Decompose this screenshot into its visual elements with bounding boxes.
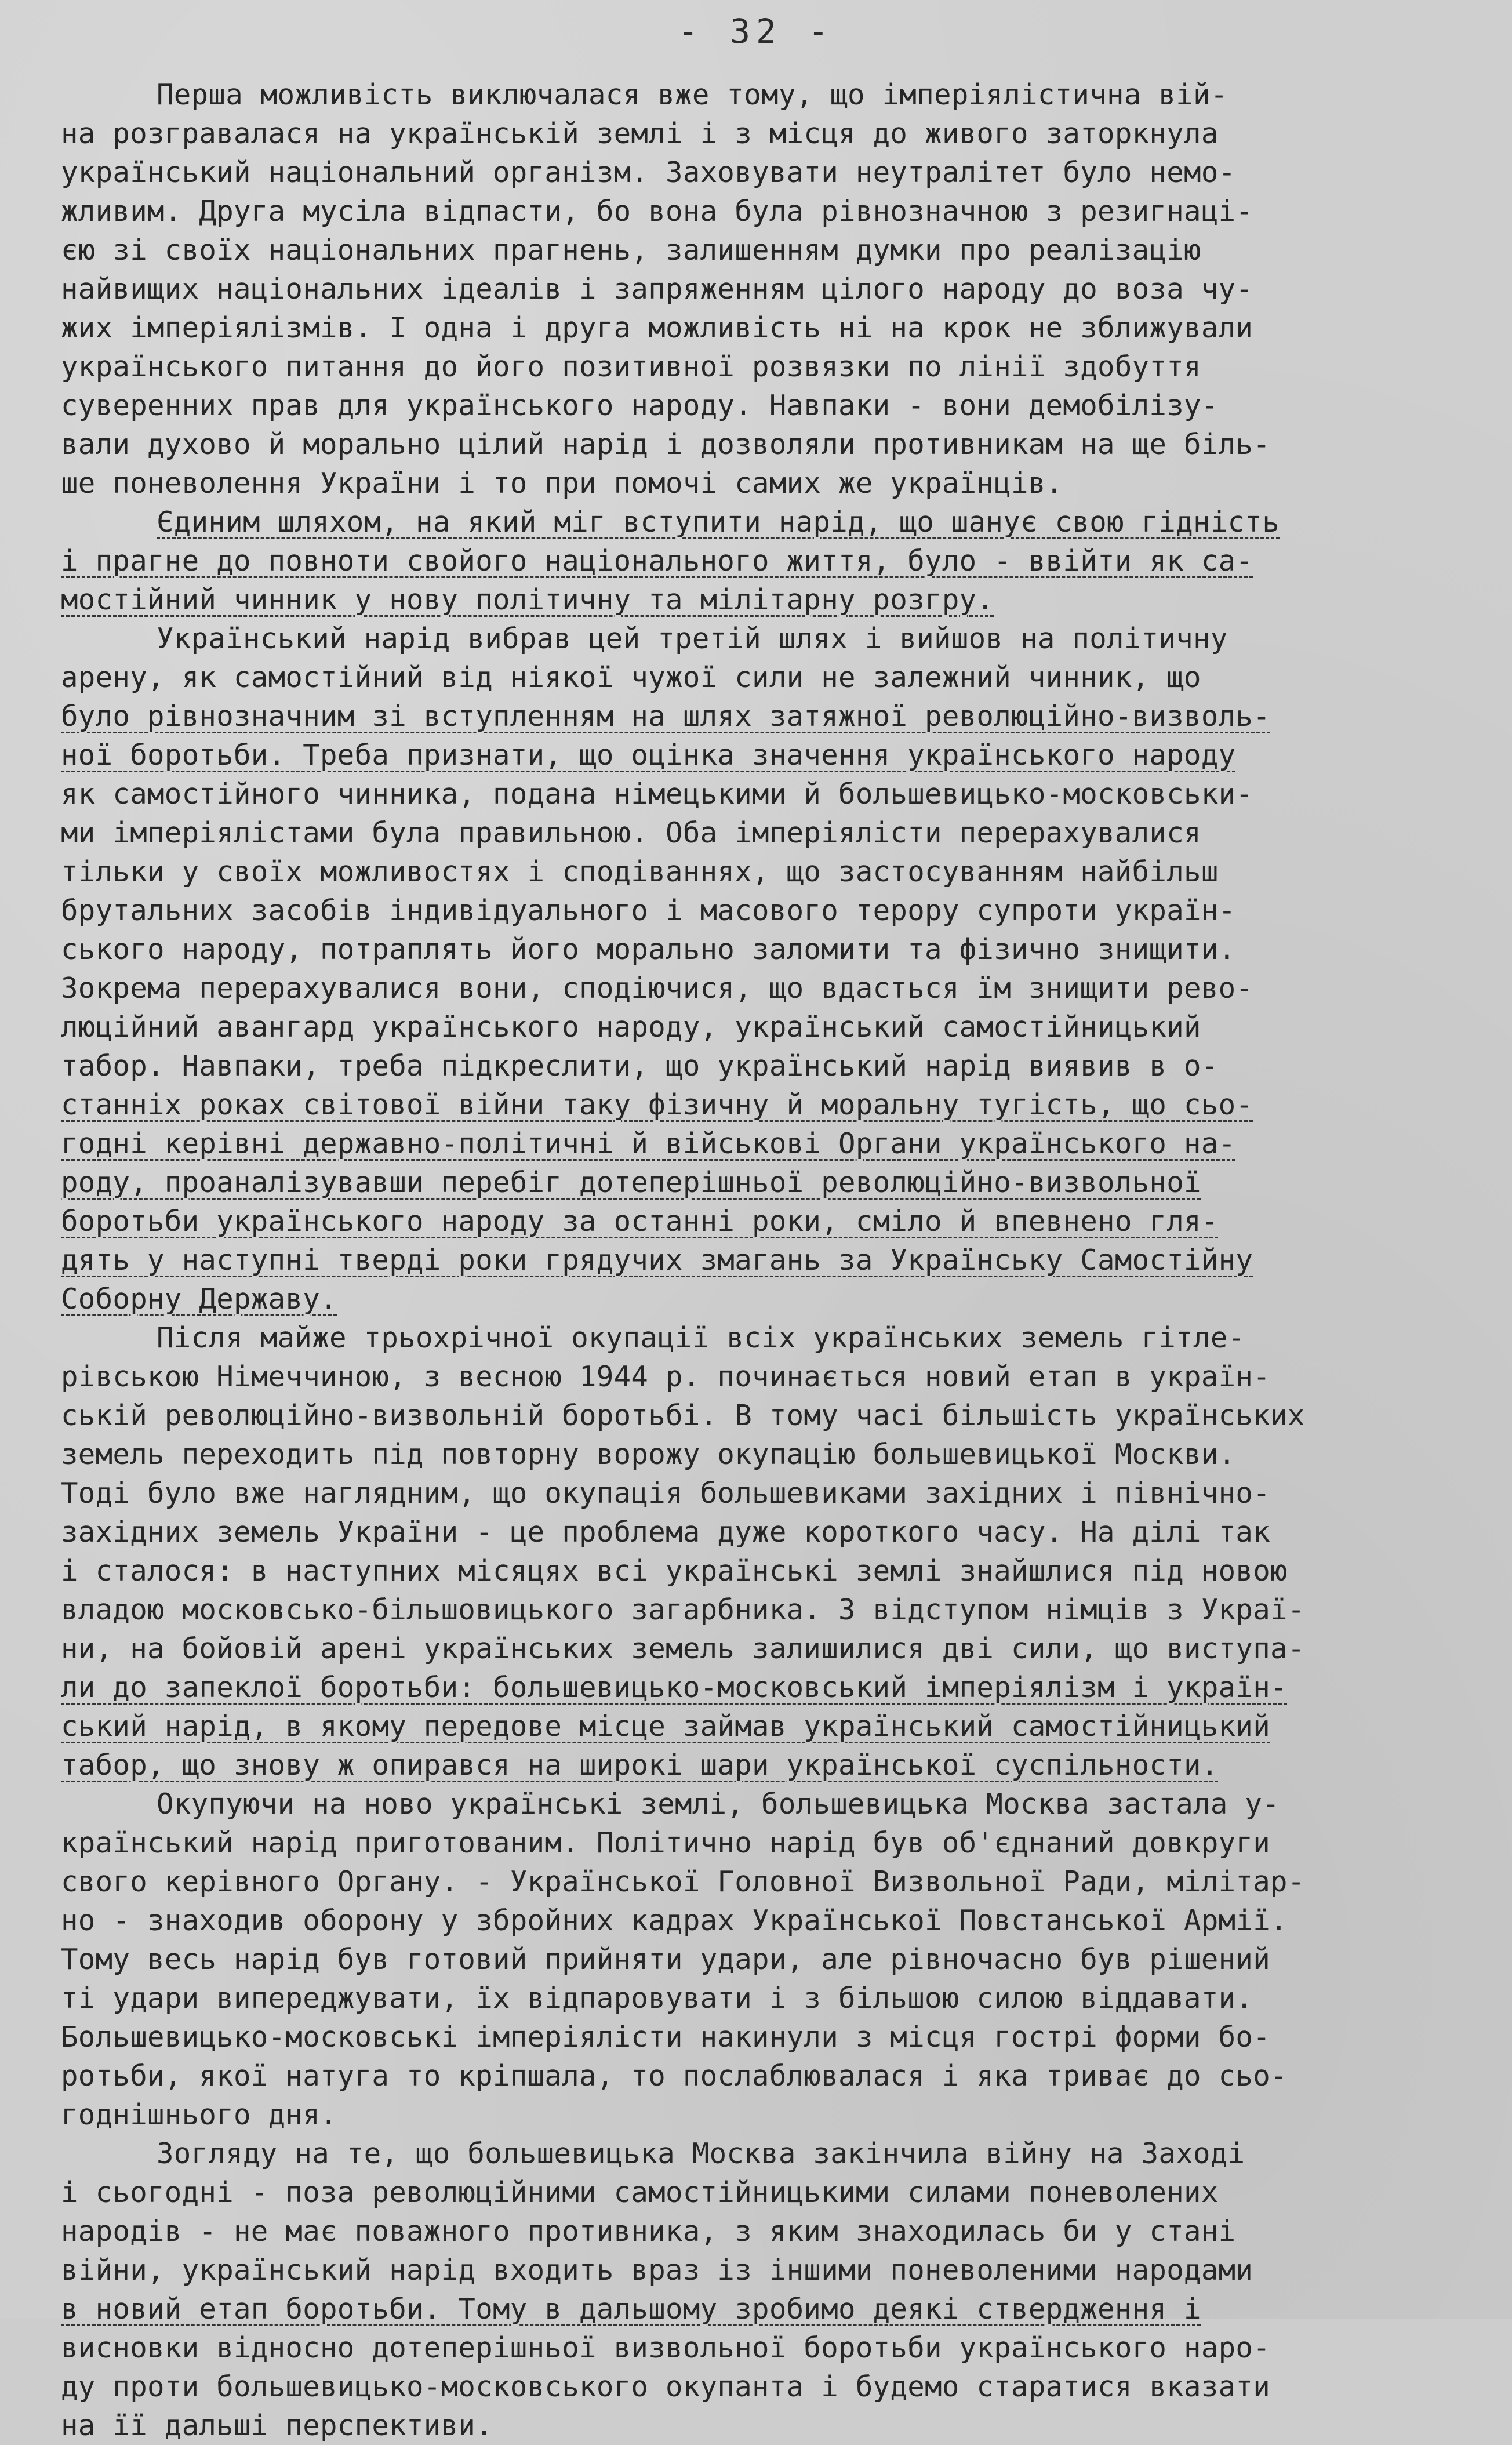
text-line: на її дальші перспективи.	[61, 2409, 493, 2442]
text-line: Український нарід вибрав цей третій шлях і вийшов на політичну	[157, 622, 1228, 655]
text-line: і сталося: в наступних місяцях всі українські землі знайшлися під новою	[61, 1554, 1288, 1587]
text-line: Тоді було вже наглядним, що окупація большевиками західних і північно-	[61, 1477, 1271, 1510]
text-line: в новий етап боротьби. Тому в дальшому зробимо деякі ствердження і	[61, 2293, 1201, 2326]
text-line: Після майже трьохрічної окупації всіх українських земель гітле-	[157, 1321, 1245, 1354]
text-line: роду, проаналізувавши перебіг дотеперішньої революційно-визвольної	[61, 1166, 1201, 1199]
text-line: було рівнозначним зі вступленням на шлях затяжної революційно-визволь-	[61, 700, 1271, 733]
text-line: ни, на бойовій арені українських земель залишилися дві сили, що виступа-	[61, 1632, 1305, 1665]
text-line: мостійний чинник у нову політичну та мілітарну розгру.	[61, 583, 994, 616]
text-line: країнський нарід приготованим. Політично нарід був об'єднаний довкруги	[61, 1826, 1271, 1859]
text-line: боротьби українського народу за останні роки, сміло й впевнено гля-	[61, 1205, 1219, 1238]
text-line: годнішнього дня.	[61, 2098, 337, 2131]
text-line: ли до запеклої боротьби: большевицько-московський імперіялізм і україн-	[61, 1671, 1288, 1704]
text-line: жих імперіялізмів. І одна і друга можливість ні на крок не зближували	[61, 311, 1253, 344]
text-line: ми імперіялістами була правильною. Оба імперіялісти перерахувалися	[61, 816, 1201, 849]
text-line: тільки у своїх можливостях і сподіваннях, що застосуванням найбільш	[61, 855, 1219, 888]
text-line: Окупуючи на ново українські землі, большевицька Москва застала у-	[157, 1788, 1280, 1821]
document-body	[61, 75, 1449, 2445]
text-line: війни, український нарід входить враз із іншими поневоленими народами	[61, 2254, 1253, 2287]
text-line: владою московсько-більшовицького загарбника. З відступом німців з Украї-	[61, 1593, 1305, 1626]
text-line: ду проти большевицько-московського окупанта і будемо старатися вказати	[61, 2370, 1271, 2403]
text-line: Єдиним шляхом, на який міг вступити нарід, що шанує свою гідність	[157, 506, 1280, 539]
text-line: найвищих національних ідеалів і запряженням цілого народу до воза чу-	[61, 273, 1253, 306]
text-line: дять у наступні тверді роки грядучих змагань за Українську Самостійну	[61, 1244, 1253, 1277]
text-line: Соборну Державу.	[61, 1283, 337, 1316]
text-line: Перша можливість виключалася вже тому, що імперіялістична вій-	[157, 78, 1228, 111]
text-line: жливим. Друга мусіла відпасти, бо вона була рівнозначною з резигнаці-	[61, 195, 1253, 228]
text-line: ський нарід, в якому передове місце займав український самостійницький	[61, 1710, 1271, 1743]
text-line: свого керівного Органу. - Української Головної Визвольної Ради, мілітар-	[61, 1865, 1305, 1898]
text-line: арену, як самостійний від ніякої чужої сили не залежний чинник, що	[61, 661, 1201, 694]
text-line: український національний організм. Заховувати неутралітет було немо-	[61, 156, 1236, 189]
text-line: західних земель України - це проблема дуже короткого часу. На ділі так	[61, 1516, 1271, 1549]
text-line: но - знаходив оборону у збройних кадрах Української Повстанської Армії.	[61, 1904, 1288, 1937]
text-line: висновки відносно дотеперішньої визвольної боротьби українського наро-	[61, 2331, 1271, 2364]
text-line: станніх роках світової війни таку фізичну й моральну тугість, що сьо-	[61, 1088, 1253, 1121]
text-line: Тому весь нарід був готовий прийняти удари, але рівночасно був рішений	[61, 1943, 1271, 1976]
text-line: на розгравалася на українській землі і з місця до живого заторкнула	[61, 117, 1219, 150]
text-line: ної боротьби. Треба признати, що оцінка значення українського народу	[61, 739, 1236, 772]
page-number: - 32 -	[678, 12, 834, 51]
text-line: земель переходить під повторну ворожу окупацію большевицької Москви.	[61, 1438, 1236, 1471]
text-line: Большевицько-московські імперіялісти накинули з місця гострі форми бо-	[61, 2021, 1271, 2054]
text-line: єю зі своїх національних прагнень, залишенням думки про реалізацію	[61, 234, 1201, 267]
text-line: вали духово й морально цілий нарід і дозволяли противникам на ще біль-	[61, 428, 1271, 461]
text-line: українського питання до його позитивної розвязки по лінії здобуття	[61, 350, 1201, 383]
text-line: люційний авангард українського народу, український самостійницький	[61, 1011, 1201, 1044]
text-line: Зокрема перерахувалися вони, сподіючися, що вдасться їм знищити рево-	[61, 972, 1253, 1005]
text-line: ротьби, якої натуга то кріпшала, то послаблювалася і яка триває до сьо-	[61, 2059, 1288, 2092]
text-line: табор, що знову ж опирався на широкі шари української суспільности.	[61, 1749, 1219, 1782]
text-line: годні керівні державно-політичні й військові Органи українського на-	[61, 1127, 1236, 1160]
text-line: ського народу, потраплять його морально заломити та фізично знищити.	[61, 933, 1236, 966]
text-line: брутальних засобів індивідуального і масового терору супроти україн-	[61, 894, 1236, 927]
text-line: суверенних прав для українського народу. Навпаки - вони демобілізу-	[61, 389, 1219, 422]
text-line: ті удари випереджувати, їх відпаровувати і з більшою силою віддавати.	[61, 1982, 1253, 2015]
text-line: і прагне до повноти свойого національного життя, було - ввійти як са-	[61, 544, 1253, 577]
text-line: і сьогодні - поза революційними самостійницькими силами поневолених	[61, 2176, 1219, 2209]
text-line: рівською Німеччиною, з весною 1944 р. починається новий етап в україн-	[61, 1360, 1271, 1393]
text-line: табор. Навпаки, треба підкреслити, що український нарід виявив в о-	[61, 1049, 1219, 1082]
text-line: як самостійного чинника, подана німецькими й большевицько-московськи-	[61, 778, 1253, 811]
text-line: ше поневолення України і то при помочі самих же українців.	[61, 467, 1063, 500]
text-line: Зогляду на те, що большевицька Москва закінчила війну на Заході	[157, 2137, 1245, 2170]
text-line: ській революційно-визвольній боротьбі. В тому часі більшість українських	[61, 1399, 1305, 1432]
text-line: народів - не має поважного противника, з яким знаходилась би у стані	[61, 2215, 1236, 2248]
